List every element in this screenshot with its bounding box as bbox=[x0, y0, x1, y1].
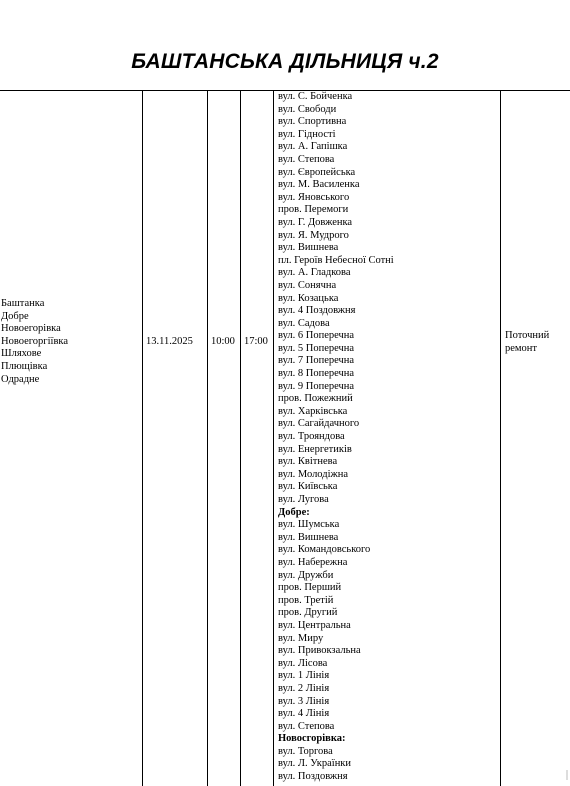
street-item: вул. Поздовжня bbox=[278, 771, 348, 783]
street-item: пров. Перший bbox=[278, 582, 342, 594]
street-item: вул. А. Гапішка bbox=[278, 141, 348, 153]
street-item: вул. Г. Довженка bbox=[278, 216, 353, 228]
outage-date: 13.11.2025 bbox=[146, 336, 193, 347]
settlement-name: Одрадне bbox=[1, 373, 40, 385]
settlement-name: Новоегорівка bbox=[1, 323, 61, 335]
street-item: вул. 5 Поперечна bbox=[278, 342, 355, 354]
street-item: вул. Вишнева bbox=[278, 531, 339, 543]
street-item: вул. Спортивна bbox=[278, 116, 347, 128]
street-item: вул. 6 Поперечна bbox=[278, 330, 355, 342]
reason-line: ремонт bbox=[505, 342, 538, 354]
document-title: БАШТАНСЬКА ДІЛЬНИЦЯ ч.2 bbox=[131, 50, 439, 73]
street-item: вул. 2 Лінія bbox=[278, 682, 330, 694]
street-item: пров. Другий bbox=[278, 607, 338, 619]
street-item: вул. Лугова bbox=[278, 494, 329, 505]
settlement-name: Новоегоргіївка bbox=[1, 335, 69, 347]
street-item: вул. Миру bbox=[278, 632, 324, 644]
column-divider bbox=[500, 90, 501, 786]
settlement-name: Шляхове bbox=[1, 348, 42, 360]
street-group-header: Новосгорівка: bbox=[278, 733, 346, 745]
column-divider bbox=[273, 90, 274, 786]
column-divider bbox=[207, 90, 208, 786]
street-item: пров. Пожежний bbox=[278, 393, 353, 405]
street-item: вул. 4 Лінія bbox=[278, 708, 330, 720]
street-item: вул. Степова bbox=[278, 153, 335, 165]
street-item: вул. Шумська bbox=[278, 519, 340, 531]
street-item: вул. 1 Лінія bbox=[278, 670, 330, 682]
street-item: вул. Я. Мудрого bbox=[278, 229, 349, 241]
street-item: вул. Квітнева bbox=[278, 456, 338, 468]
street-item: вул. Набережна bbox=[278, 556, 348, 568]
street-item: вул. М. Василенка bbox=[278, 179, 360, 191]
settlement-name: Плющівка bbox=[1, 360, 48, 372]
street-item: вул. Гідності bbox=[278, 128, 336, 140]
street-item: пров. Третій bbox=[278, 594, 334, 606]
street-item: вул. Молодіжна bbox=[278, 468, 349, 480]
street-group-header: Добре: bbox=[278, 506, 310, 518]
street-item: вул. Центральна bbox=[278, 619, 351, 631]
street-item: пров. Перемоги bbox=[278, 204, 349, 216]
street-item: вул. Дружби bbox=[278, 569, 334, 581]
street-item: вул. 8 Поперечна bbox=[278, 368, 355, 380]
street-item: вул. Європейська bbox=[278, 166, 356, 178]
column-divider bbox=[142, 90, 143, 786]
street-item: вул. 9 Поперечна bbox=[278, 380, 355, 392]
street-item: вул. А. Гладкова bbox=[278, 267, 351, 279]
settlements-cell bbox=[1, 298, 141, 386]
street-item: вул. Сагайдачного bbox=[278, 418, 360, 430]
street-item: вул. 7 Поперечна bbox=[278, 355, 355, 367]
street-item: вул. Торгова bbox=[278, 745, 333, 757]
time-from: 10:00 bbox=[211, 336, 235, 347]
street-item: вул. Садова bbox=[278, 317, 330, 329]
street-item: вул. Київська bbox=[278, 481, 338, 493]
streets-cell bbox=[278, 91, 498, 784]
street-item: пл. Героїв Небесної Сотні bbox=[278, 254, 394, 266]
street-item: вул. Яновського bbox=[278, 191, 350, 203]
street-item: вул. Вишнева bbox=[278, 242, 339, 254]
page-edge-mark bbox=[566, 770, 568, 780]
street-item: вул. Енергетиків bbox=[278, 443, 352, 455]
street-item: вул. Л. Українки bbox=[278, 758, 352, 770]
settlement-name: Баштанка bbox=[1, 298, 45, 309]
street-item: вул. 3 Лінія bbox=[278, 695, 330, 707]
street-item: вул. Привокзальна bbox=[278, 645, 361, 657]
street-item: вул. Свободи bbox=[278, 103, 337, 115]
settlement-name: Добре bbox=[1, 310, 29, 322]
reason-cell bbox=[505, 330, 569, 355]
street-item: вул. Козацька bbox=[278, 292, 339, 304]
street-item: вул. Лісова bbox=[278, 657, 328, 669]
street-item: вул. С. Бойченка bbox=[278, 91, 353, 102]
time-to: 17:00 bbox=[244, 336, 268, 347]
street-item: вул. Степова bbox=[278, 720, 335, 732]
street-item: вул. 4 Поздовжня bbox=[278, 305, 356, 317]
street-item: вул. Сонячна bbox=[278, 279, 337, 291]
street-item: вул. Харківська bbox=[278, 405, 348, 417]
street-item: вул. Трояндова bbox=[278, 431, 345, 443]
column-divider bbox=[240, 90, 241, 786]
reason-line: Поточний bbox=[505, 330, 550, 341]
street-item: вул. Командовського bbox=[278, 544, 371, 556]
outage-table bbox=[0, 90, 570, 786]
